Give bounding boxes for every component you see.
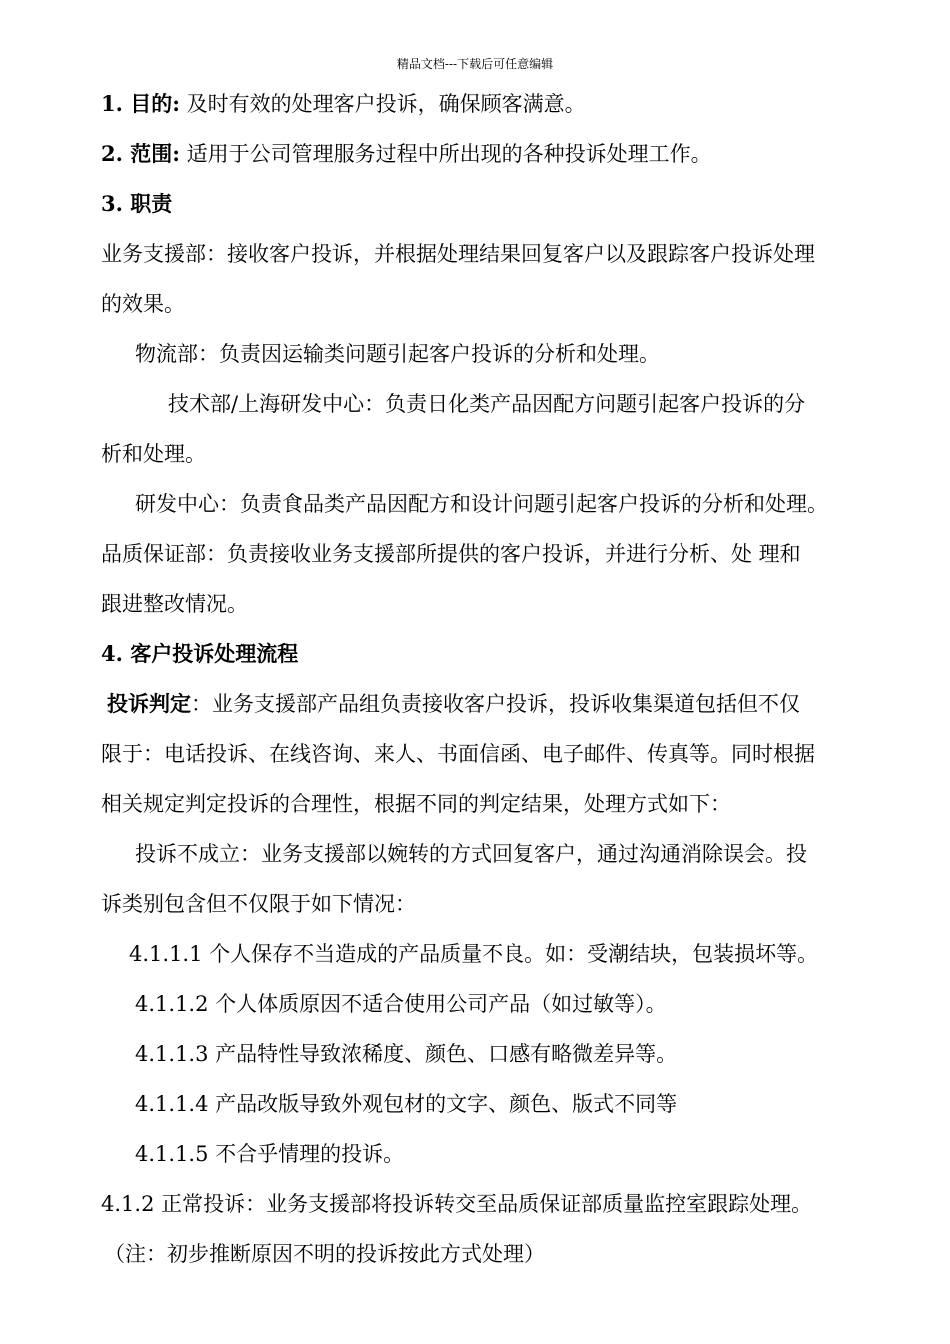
- paragraph-line: 4.1.2 正常投诉：业务支援部将投诉转交至品质保证部质量监控室跟踪处理。: [101, 1192, 813, 1216]
- list-item: 4.1.1.1 个人保存不当造成的产品质量不良。如：受潮结块，包装损坏等。: [129, 942, 819, 966]
- paragraph-line: 技术部/上海研发中心：负责日化类产品因配方问题引起客户投诉的分: [168, 392, 806, 416]
- section-heading-complaint-process: 4. 客户投诉处理流程: [101, 641, 299, 666]
- section-number: 1. 目的:: [101, 91, 180, 116]
- paragraph-text: ：业务支援部产品组负责接收客户投诉，投诉收集渠道包括但不仅: [191, 692, 800, 716]
- section-scope: [101, 140, 712, 168]
- paragraph-line: 业务支援部：接收客户投诉，并根据处理结果回复客户以及跟踪客户投诉处理: [101, 242, 815, 266]
- paragraph-line: 物流部：负责因运输类问题引起客户投诉的分析和处理。: [135, 342, 660, 366]
- list-item: 4.1.1.5 不合乎情理的投诉。: [135, 1142, 405, 1166]
- section-purpose: [101, 90, 586, 118]
- section-heading-responsibilities: 3. 职责: [101, 191, 173, 216]
- paragraph-line: 诉类别包含但不仅限于如下情况：: [101, 892, 416, 916]
- paragraph-line: 跟进整改情况。: [101, 592, 248, 616]
- paragraph-text: 适用于公司管理服务过程中所出现的各种投诉处理工作。: [180, 142, 712, 166]
- paragraph-line: 限于：电话投诉、在线咨询、来人、书面信函、电子邮件、传真等。同时根据: [101, 742, 815, 766]
- paragraph-line: 研发中心：负责食品类产品因配方和设计问题引起客户投诉的分析和处理。: [135, 492, 828, 516]
- paragraph-line: 品质保证部：负责接收业务支援部所提供的客户投诉，并进行分析、处 理和: [101, 542, 801, 566]
- list-item: 4.1.1.2 个人体质原因不适合使用公司产品（如过敏等）。: [135, 992, 667, 1016]
- paragraph-line: 投诉不成立：业务支援部以婉转的方式回复客户，通过沟通消除误会。投: [135, 842, 807, 866]
- section-number: 2. 范围:: [101, 141, 180, 166]
- list-item: 4.1.1.4 产品改版导致外观包材的文字、颜色、版式不同等: [135, 1092, 678, 1116]
- inline-label: 投诉判定: [107, 691, 191, 716]
- paragraph-line: 析和处理。: [101, 442, 206, 466]
- paragraph-line: 相关规定判定投诉的合理性，根据不同的判定结果，处理方式如下：: [101, 792, 731, 816]
- paragraph-text: 及时有效的处理客户投诉，确保顾客满意。: [180, 92, 586, 116]
- page-header: 精品文档---下载后可任意编辑: [396, 57, 554, 71]
- list-item: 4.1.1.3 产品特性导致浓稀度、颜色、口感有略微差异等。: [135, 1042, 678, 1066]
- paragraph-line: [107, 690, 800, 718]
- paragraph-line: 的效果。: [101, 292, 185, 316]
- paragraph-line: （注：初步推断原因不明的投诉按此方式处理）: [104, 1242, 545, 1266]
